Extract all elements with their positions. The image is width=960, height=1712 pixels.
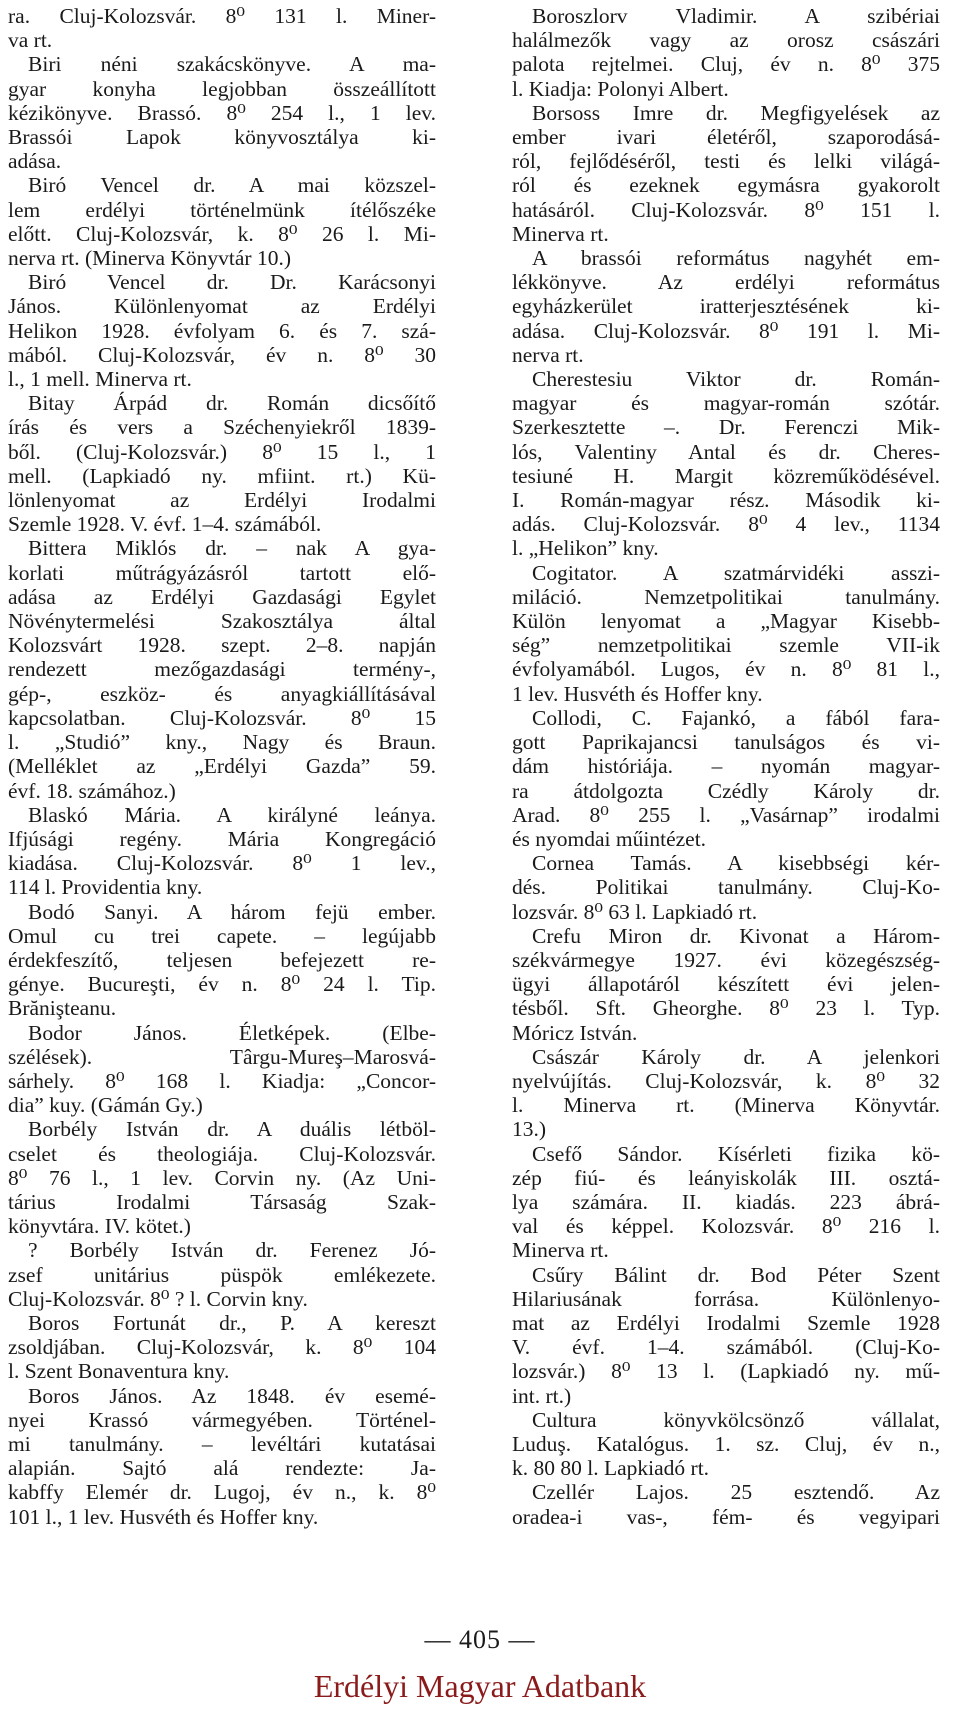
entry-line: l. „Helikon” kny.	[512, 536, 659, 561]
entry-line: évfolyamából. Lugos, év n. 8⁰ 81 l.,	[512, 657, 940, 682]
entry-line: l. Minerva rt. (Minerva Könyvtár.	[512, 1093, 940, 1118]
entry-line: Biró Vencel dr. A mai közszel-	[28, 173, 436, 198]
catalog-entry	[8, 1117, 436, 1238]
entry-line: adása. Cluj-Kolozsvár. 8⁰ 191 l. Mi-	[512, 318, 940, 343]
entry-line: Hilariusának forrása. Különlenyo-	[512, 1286, 940, 1311]
entry-line: I. Román-magyar rész. Második ki-	[512, 488, 940, 513]
entry-line: génye. Bucureşti, év n. 8⁰ 24 l. Tip.	[8, 972, 436, 997]
catalog-entry	[512, 851, 940, 924]
entry-line: dés. Politikai tanulmány. Cluj-Ko-	[512, 875, 940, 900]
entry-line: l. Szent Bonaventura kny.	[8, 1359, 230, 1384]
entry-line: Brăniştеanu.	[8, 996, 117, 1021]
entry-line: Luduş. Katalógus. 1. sz. Cluj, év n.,	[512, 1431, 940, 1456]
entry-line: dám históriája. – nyomán magyar-	[512, 754, 940, 779]
entry-line: előtt. Cluj-Kolozsvár, k. 8⁰ 26 l. Mi-	[8, 221, 436, 246]
entry-line: lozsvár. 8⁰ 63 l. Lapkiadó rt.	[512, 899, 758, 924]
entry-line: 8⁰ 76 l., 1 lev. Corvin ny. (Az Uni-	[8, 1165, 436, 1190]
entry-line: l. Kiadja: Polonyi Albert.	[512, 76, 729, 101]
entry-line: gyar konyha legjobban összeállított	[8, 76, 436, 101]
entry-line: magyar és magyar-román szótár.	[512, 391, 940, 416]
entry-line: zsoldjában. Cluj-Kolozsvár, k. 8⁰ 104	[8, 1335, 436, 1360]
entry-line: Növénytermelési Szakosztálya által	[8, 609, 436, 634]
entry-line: Bitay Árpád dr. Román dicsőítő	[28, 391, 436, 416]
entry-line: oradea-i vas-, fém- és vegyipari	[512, 1504, 940, 1529]
entry-line: Kolozsvárt 1928. szept. 2–8. napján	[8, 633, 436, 658]
catalog-entry	[512, 1263, 940, 1408]
left-column	[8, 4, 436, 1529]
entry-line: Móricz István.	[512, 1020, 638, 1045]
entry-line: kézikönyve. Brassó. 8⁰ 254 l., 1 lev.	[8, 100, 436, 125]
entry-line: könyvtára. IV. kötet.)	[8, 1214, 191, 1239]
entry-line: Collodi, C. Fajankó, a fából fara-	[532, 705, 940, 730]
entry-line: Szerkesztette –. Dr. Ferenczi Mik-	[512, 415, 940, 440]
entry-line: egyházkerület iratterjesztésének ki-	[512, 294, 940, 319]
entry-line: Borbély István dr. A duális létböl-	[28, 1117, 436, 1142]
entry-line: tésből. Sft. Gheorghe. 8⁰ 23 l. Typ.	[512, 996, 940, 1021]
entry-line: Bittera Miklós dr. – nak A gya-	[28, 536, 436, 561]
entry-line: kiadása. Cluj-Kolozsvár. 8⁰ 1 lev.,	[8, 851, 436, 876]
entry-line: ből. (Cluj-Kolozsvár.) 8⁰ 15 l., 1	[8, 439, 436, 464]
entry-line: Csefő Sándor. Kísérleti fizika kö-	[532, 1141, 940, 1166]
catalog-entry	[8, 900, 436, 1021]
entry-line: ra. Cluj-Kolozsvár. 8⁰ 131 l. Miner-	[8, 4, 436, 28]
entry-line: sárhely. 8⁰ 168 l. Kiadja: „Concor-	[8, 1068, 436, 1093]
entry-line: rendezett mezőgazdasági termény-,	[8, 657, 436, 682]
entry-line: korlati műtrágyázásról tartott elő-	[8, 560, 436, 585]
entry-line: lönlenyomat az Erdélyi Irodalmi	[8, 488, 436, 513]
catalog-entry	[8, 4, 436, 52]
entry-line: ügyi állapotáról készített évi jelen-	[512, 972, 940, 997]
catalog-entry	[8, 1384, 436, 1529]
entry-line: Cherestesiu Viktor dr. Román-	[532, 367, 940, 392]
entry-line: mat az Erdélyi Irodalmi Szemle 1928	[512, 1310, 940, 1335]
entry-line: Bodor János. Életképek. (Elbe-	[28, 1020, 436, 1045]
entry-line: lozsvár.) 8⁰ 13 l. (Lapkiadó ny. mű-	[512, 1359, 940, 1384]
footer-credit: Erdélyi Magyar Adatbank	[313, 1668, 647, 1704]
entry-line: zép fiú- és leányiskolák III. osztá-	[512, 1165, 940, 1190]
entry-line: Biri néni szakácskönyve. A ma-	[28, 52, 436, 77]
catalog-entry	[512, 1045, 940, 1142]
entry-line: mából. Cluj-Kolozsvár, év n. 8⁰ 30	[8, 342, 436, 367]
catalog-entry	[512, 1142, 940, 1263]
entry-line: ség” nemzetpolitikai szemle VII-ik	[512, 633, 940, 658]
entry-line: halálmezők vagy az orosz császári	[512, 28, 940, 53]
entry-line: és nyomdai műintézet.	[512, 826, 707, 851]
entry-line: írás és vers a Széchenyiekről 1839-	[8, 415, 436, 440]
entry-line: nerva rt.	[512, 342, 584, 367]
entry-line: Cornea Tamás. A kisebbségi kér-	[532, 851, 940, 876]
catalog-entry	[8, 536, 436, 802]
catalog-entry	[512, 561, 940, 706]
entry-line: k. 80 80 l. Lapkiadó rt.	[512, 1456, 710, 1481]
entry-line: ról és ezeknek egymásra gyakorolt	[512, 173, 940, 198]
entry-line: Cogitator. A szatmárvidéki asszi-	[532, 560, 940, 585]
entry-line: Czellér Lajos. 25 esztendő. Az	[532, 1480, 940, 1505]
entry-line: palota rejtelmei. Cluj, év n. 8⁰ 375	[512, 52, 940, 77]
entry-line: tesiuné H. Margit közreműködésével.	[512, 463, 940, 488]
entry-line: gép-, eszköz- és anyagkiállításával	[8, 681, 436, 706]
catalog-entry	[8, 803, 436, 900]
entry-line: nerva rt. (Minerva Könyvtár 10.)	[8, 246, 291, 271]
entry-line: Ifjúsági regény. Mária Kongregáció	[8, 826, 436, 851]
entry-line: tárius Irodalmi Társaság Szak-	[8, 1189, 436, 1214]
entry-line: val és képpel. Kolozsvár. 8⁰ 216 l.	[512, 1214, 940, 1239]
entry-line: Minerva rt.	[512, 1238, 609, 1263]
entry-line: Borsoss Imre dr. Megfigyelések az	[532, 100, 940, 125]
entry-line: érdekfeszítő, teljesen befejezett re-	[8, 947, 436, 972]
entry-line: nyei Krassó vármegyében. Történel-	[8, 1407, 436, 1432]
entry-line: (Melléklet az „Erdélyi Gazda” 59.	[8, 754, 436, 779]
entry-line: l. „Studió” kny., Nagy és Braun.	[8, 730, 436, 755]
entry-line: Csűry Bálint dr. Bod Péter Szent	[532, 1262, 940, 1287]
entry-line: székvármegye 1927. évi közegészség-	[512, 947, 940, 972]
catalog-entry	[8, 1311, 436, 1384]
catalog-entry	[512, 924, 940, 1045]
entry-line: dia” kuy. (Gámán Gy.)	[8, 1093, 203, 1118]
catalog-entry	[8, 1021, 436, 1118]
entry-line: János. Különlenyomat az Erdélyi	[8, 294, 436, 319]
entry-line: Arad. 8⁰ 255 l. „Vasárnap” irodalmi	[512, 802, 940, 827]
entry-line: hatásáról. Cluj-Kolozsvár. 8⁰ 151 l.	[512, 197, 940, 222]
entry-line: Külön lenyomat a „Magyar Kisebb-	[512, 609, 940, 634]
entry-line: 114 l. Providentia kny.	[8, 875, 203, 900]
entry-line: Cultura könyvkölcsönző vállalat,	[532, 1407, 940, 1432]
entry-line: ember ivari életéről, szaporodásá-	[512, 125, 940, 150]
entry-line: Boros Fortunát dr., P. A kereszt	[28, 1310, 436, 1335]
entry-line: mi tanulmány. – levéltári kutatásai	[8, 1431, 436, 1456]
entry-line: adás. Cluj-Kolozsvár. 8⁰ 4 lev., 1134	[512, 512, 940, 537]
catalog-entry	[512, 1408, 940, 1481]
catalog-entry	[8, 52, 436, 173]
entry-line: l., 1 mell. Minerva rt.	[8, 367, 192, 392]
entry-line: Crefu Miron dr. Kivonat a Három-	[532, 923, 940, 948]
entry-line: 13.)	[512, 1117, 547, 1142]
entry-line: gott Paprikajancsi tanulságos és vi-	[512, 730, 940, 755]
catalog-entry	[512, 706, 940, 851]
entry-line: Császár Károly dr. A jelenkori	[532, 1044, 940, 1069]
entry-line: ? Borbély István dr. Ferenez Jó-	[28, 1238, 436, 1263]
entry-line: lékkönyve. Az erdélyi református	[512, 270, 940, 295]
entry-line: cselet és theologiája. Cluj-Kolozsvár.	[8, 1141, 436, 1166]
catalog-entry	[512, 367, 940, 561]
entry-line: évf. 18. számához.)	[8, 778, 176, 803]
entry-line: va rt.	[8, 28, 53, 53]
entry-line: adása.	[8, 149, 62, 174]
entry-line: adása az Erdélyi Gazdasági Egylet	[8, 584, 436, 609]
entry-line: nyelvújítás. Cluj-Kolozsvár, k. 8⁰ 32	[512, 1068, 940, 1093]
entry-line: V. évf. 1–4. számából. (Cluj-Ko-	[512, 1335, 940, 1360]
entry-line: kabffy Elemér dr. Lugoj, év n., k. 8⁰	[8, 1480, 436, 1505]
entry-line: Minerva rt.	[512, 221, 609, 246]
catalog-entry	[8, 391, 436, 536]
entry-line: miláció. Nemzetpolitikai tanulmány.	[512, 584, 940, 609]
entry-line: lós, Valentiny Antal és dr. Cheres-	[512, 439, 940, 464]
entry-line: mell. (Lapkiadó ny. mfiint. rt.) Kü-	[8, 463, 436, 488]
catalog-entry	[8, 270, 436, 391]
page-number: — 405 —	[424, 1625, 536, 1654]
catalog-entry	[8, 1238, 436, 1311]
entry-line: Helikon 1928. évfolyam 6. és 7. szá-	[8, 318, 436, 343]
entry-line: lem erdélyi történelmünk ítélőszéke	[8, 197, 436, 222]
entry-line: ról, fejlődéséről, testi és lelki világá-	[512, 149, 940, 174]
catalog-entry	[512, 246, 940, 367]
entry-line: Blaskó Mária. A királyné leánya.	[28, 802, 436, 827]
entry-line: szélések). Târgu-Mureş–Marosvá-	[8, 1044, 436, 1069]
entry-line: Boros János. Az 1848. év esemé-	[28, 1383, 436, 1408]
catalog-entry	[512, 101, 940, 246]
entry-line: ra átdolgozta Czédly Károly dr.	[512, 778, 940, 803]
catalog-entry	[512, 4, 940, 101]
entry-line: Cluj-Kolozsvár. 8⁰ ? l. Corvin kny.	[8, 1286, 308, 1311]
entry-line: kapcsolatban. Cluj-Kolozsvár. 8⁰ 15	[8, 705, 436, 730]
entry-line: A brassói református nagyhét em-	[532, 246, 940, 271]
entry-line: Brassói Lapok könyvosztálya ki-	[8, 125, 436, 150]
entry-line: zsef unitárius püspök emlékezete.	[8, 1262, 436, 1287]
entry-line: alapián. Sajtó alá rendezte: Ja-	[8, 1456, 436, 1481]
entry-line: Boroszlorv Vladimir. A szibériai	[532, 4, 940, 28]
entry-line: lya számára. II. kiadás. 223 ábrá-	[512, 1189, 940, 1214]
catalog-entry	[512, 1480, 940, 1528]
entry-line: int. rt.)	[512, 1383, 572, 1408]
right-column	[512, 4, 940, 1529]
catalog-entry	[8, 173, 436, 270]
entry-line: 1 lev. Husvéth és Hoffer kny.	[512, 681, 763, 706]
entry-line: 101 l., 1 lev. Husvéth és Hoffer kny.	[8, 1504, 319, 1529]
entry-line: Biró Vencel dr. Dr. Karácsonyi	[28, 270, 436, 295]
entry-line: Szemle 1928. V. évf. 1–4. számából.	[8, 512, 322, 537]
entry-line: Bodó Sanyi. A három fejü ember.	[28, 899, 436, 924]
entry-line: Omul cu trei capete. – legújabb	[8, 923, 436, 948]
